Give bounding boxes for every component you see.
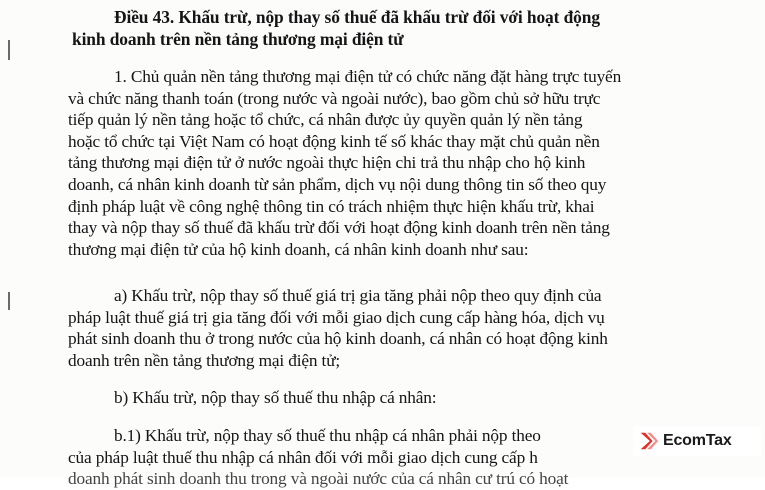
text-line: tảng thương mại điện tử ở nước ngoài thực hiện chi trả thu nhập cho hộ kinh [68,153,586,173]
ecomtax-logo-icon [637,430,659,452]
text-line: và chức năng thanh toán (trong nước và ngoài nước), bao gồm chủ sở hữu trực [68,88,601,108]
text-line: doanh phát sinh doanh thu trong và ngoài nước của cá nhân cư trú có hoạt [68,469,569,488]
text-line: thay và nộp thay số thuế đã khấu trừ đối với hoạt động kinh doanh trên nền tảng [68,218,610,238]
article-heading [72,6,712,50]
text-line: hoặc tổ chức tại Việt Nam có hoạt động kinh tế số khác thay mặt chủ quản nền [68,131,600,151]
text-line: phát sinh doanh thu ở trong nước của hộ kinh doanh, cá nhân có hoạt động kinh [68,329,608,349]
heading-line-1: Điều 43. Khấu trừ, nộp thay số thuế đã khấu trừ đối với hoạt động [114,7,600,27]
text-line: b) Khấu trừ, nộp thay số thuế thu nhập cá nhân: [114,388,437,407]
text-line: pháp luật thuế giá trị gia tăng đối với mỗi giao dịch cung cấp hàng hóa, dịch vụ [68,307,605,327]
text-line: a) Khấu trừ, nộp thay số thuế giá trị gia tăng phải nộp theo quy định của [114,286,602,305]
paragraph-point-b [68,387,708,409]
text-line: doanh trên nền tảng thương mại điện tử; [68,350,341,370]
text-line: doanh, cá nhân kinh doanh từ sản phẩm, dịch vụ nội dung thông tin số theo quy [68,174,607,194]
text-line: tiếp quản lý nền tảng hoặc tổ chức, cá nhân được ủy quyền quản lý nền tảng [68,110,583,130]
watermark-text: EcomTax [663,432,732,449]
text-line: b.1) Khấu trừ, nộp thay số thuế thu nhập cá nhân phải nộp theo [114,426,541,445]
paragraph-clause-1 [68,66,708,260]
scan-margin-mark [8,40,10,60]
scan-margin-mark [8,292,10,310]
ecomtax-watermark [633,426,761,456]
partial-text-line [68,468,708,490]
paragraph-point-a [68,285,708,371]
heading-line-2: kinh doanh trên nền tảng thương mại điện tử [72,29,404,49]
text-line: định pháp luật về công nghệ thông tin có trách nhiệm thực hiện khấu trừ, khai [68,196,595,216]
text-line: 1. Chủ quản nền tảng thương mại điện tử có chức năng đặt hàng trực tuyến [114,67,622,86]
text-line: của pháp luật thuế thu nhập cá nhân đối với mỗi giao dịch cung cấp h [68,447,538,467]
paragraph-point-b1 [68,425,708,468]
text-line: thương mại điện tử của hộ kinh doanh, cá nhân kinh doanh như sau: [68,239,529,259]
